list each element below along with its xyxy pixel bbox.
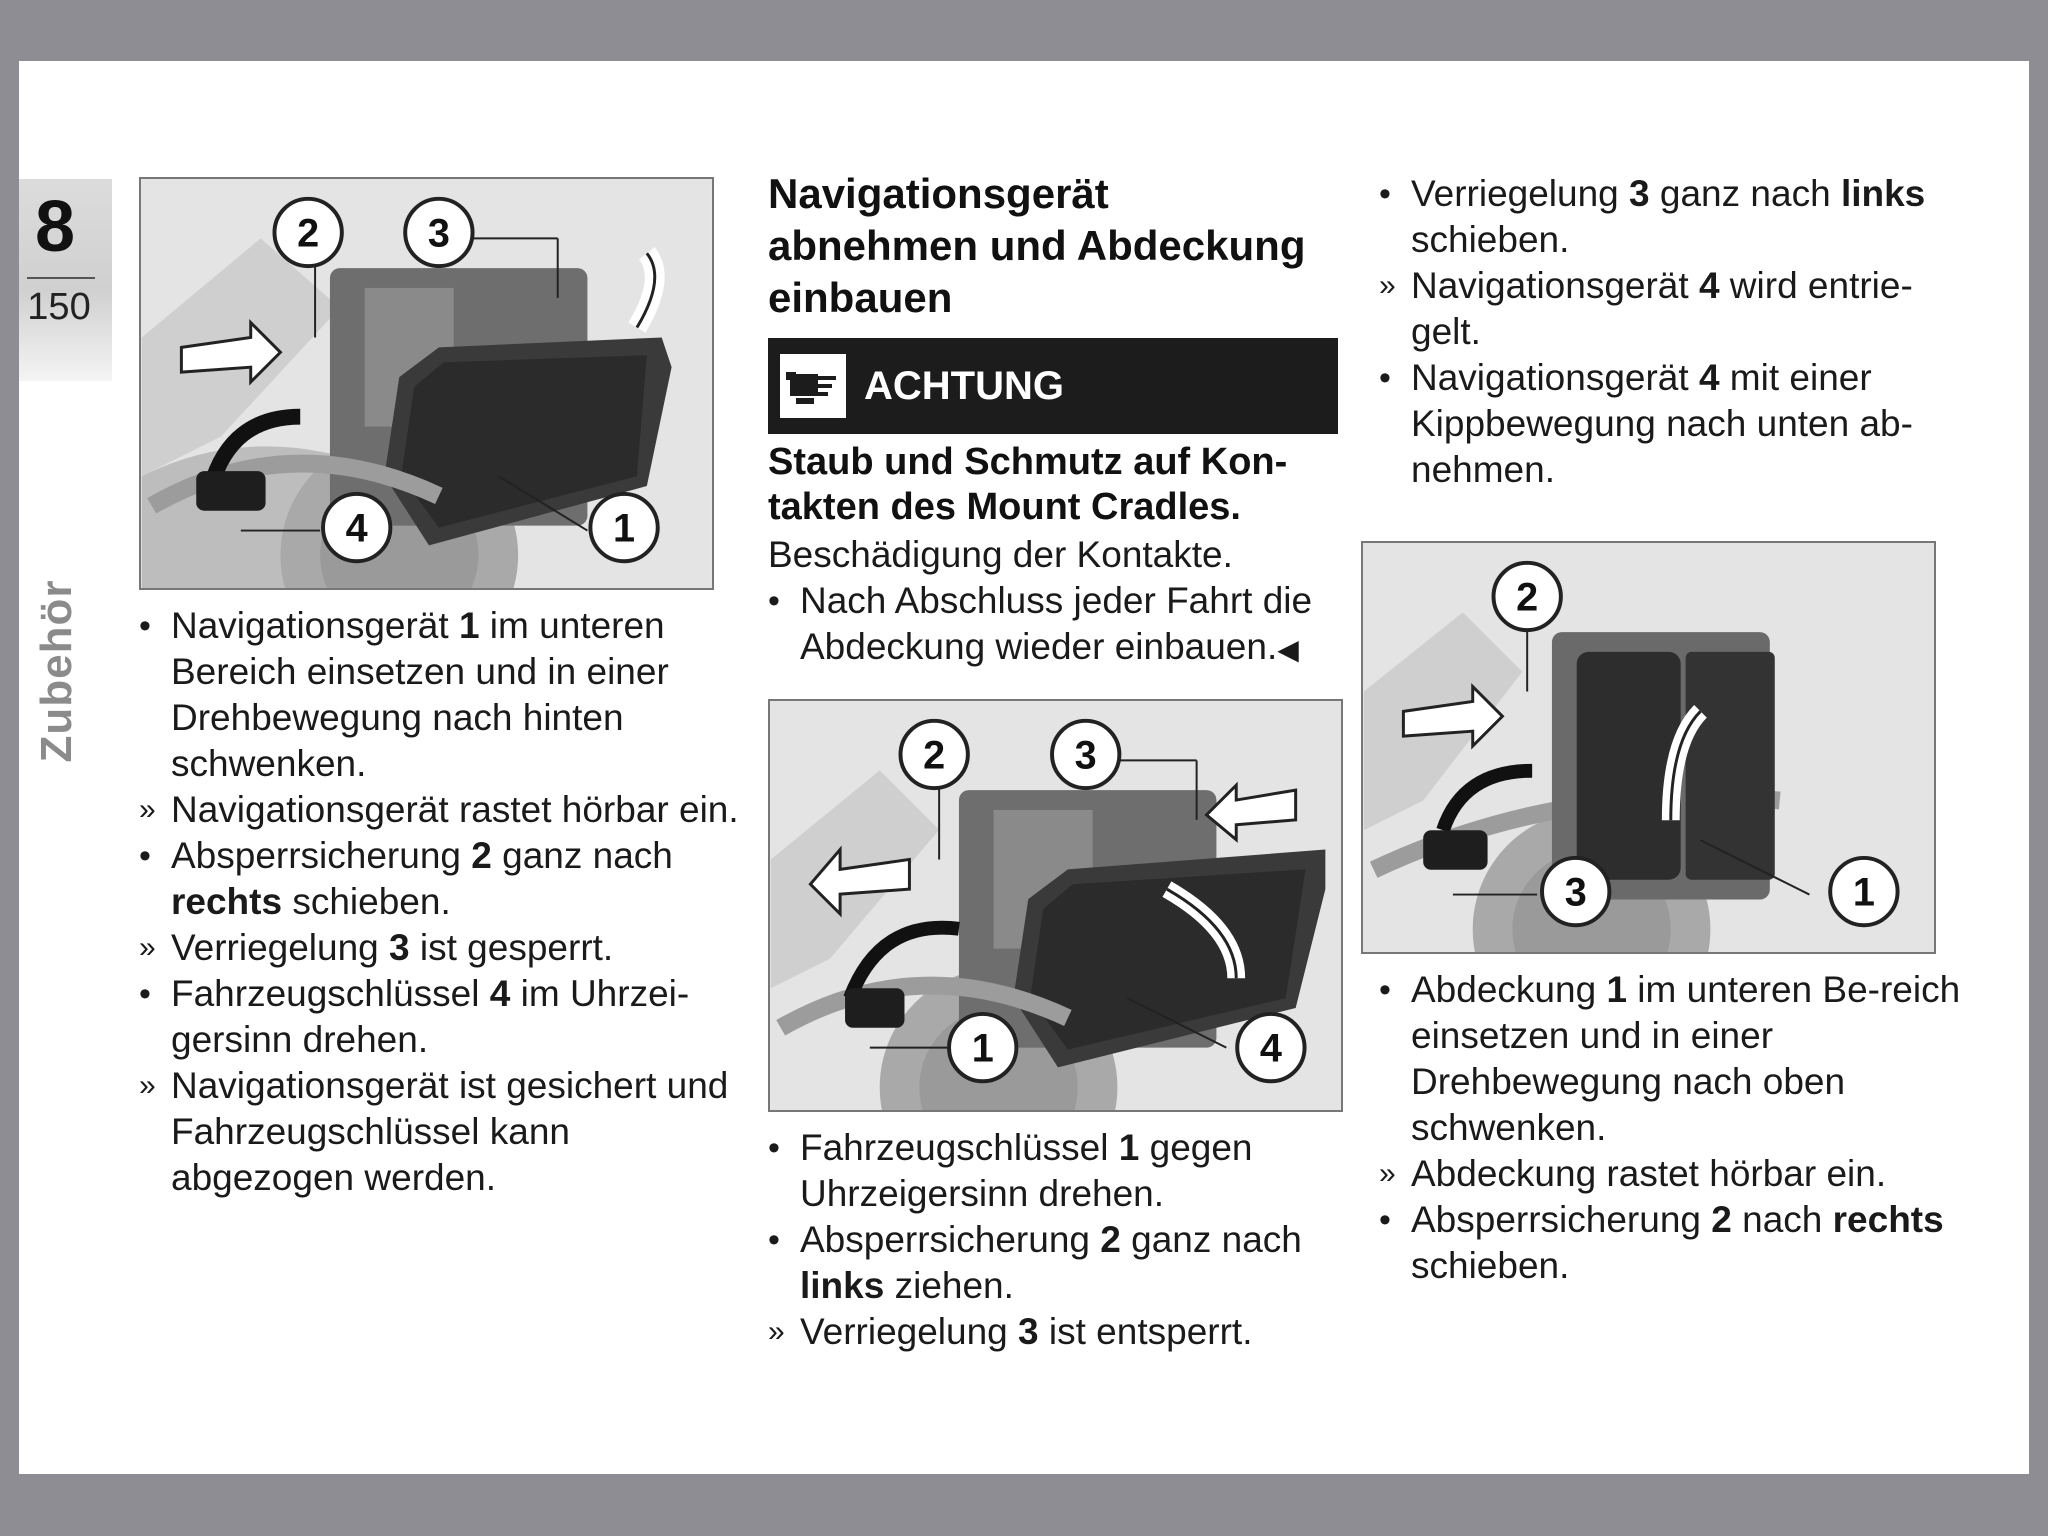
figure-mount-install-illustration: [141, 179, 712, 588]
step-item: • Fahrzeugschlüssel 4 im Uhrzei-gersinn drehen.: [139, 973, 690, 1060]
warning-actions: [768, 578, 1348, 673]
figure-mount-unlock-illustration: [770, 701, 1341, 1110]
step-item: • Navigationsgerät 1 im unteren Bereich einsetzen und in einer Drehbewegung nach hinten schwenken.: [139, 605, 669, 784]
manual-page: [19, 61, 2029, 1474]
fig1-callout-2: 2: [297, 211, 320, 256]
figure-mount-unlock: [768, 699, 1343, 1112]
result-item: » Navigationsgerät 4 wird entrie-gelt.: [1379, 265, 1913, 352]
bullet-marker: •: [139, 975, 151, 1013]
step-item: • Fahrzeugschlüssel 1 gegen Uhrzeigersinn drehen.: [768, 1127, 1253, 1214]
result-marker: »: [1379, 1157, 1396, 1190]
result-marker: »: [768, 1315, 785, 1348]
fig3-callout-3: 3: [1564, 870, 1587, 915]
warning-banner: [768, 338, 1338, 434]
bullet-marker: •: [139, 607, 151, 645]
result-marker: »: [139, 931, 156, 964]
column2-steps: [768, 1125, 1348, 1355]
warning-consequence: Beschädigung der Kontakte.: [768, 534, 1233, 575]
fig1-callout-3: 3: [427, 211, 450, 256]
bullet-marker: •: [1379, 175, 1391, 213]
step-item: • Absperrsicherung 2 ganz nach rechts schieben.: [139, 835, 673, 922]
end-mark: ◀: [1277, 634, 1299, 665]
chapter-number: 8: [34, 187, 76, 267]
warning-body: [768, 532, 1348, 673]
chapter-tab: [19, 179, 112, 381]
fig1-callout-1: 1: [613, 506, 636, 551]
bullet-marker: •: [768, 1221, 780, 1259]
section-heading: Navigationsgerät abnehmen und Abdeckung einbauen: [768, 170, 1306, 321]
warning-title: Staub und Schmutz auf Kon-takten des Mount Cradles.: [768, 441, 1288, 528]
bullet-marker: •: [1379, 1201, 1391, 1239]
step-item: • Abdeckung 1 im unteren Be-reich einsetzen und in einer Drehbewegung nach oben schwenken.: [1379, 969, 1961, 1148]
step-item: • Navigationsgerät 4 mit einer Kippbewegung nach unten ab-nehmen.: [1379, 357, 1913, 490]
warning-action-item: • Nach Abschluss jeder Fahrt die Abdeckung wieder einbauen.◀: [768, 580, 1313, 667]
figure-mount-install: [139, 177, 714, 590]
bullet-marker: •: [139, 837, 151, 875]
caution-hand-icon: [780, 354, 846, 418]
column3-step-list-top: [1379, 171, 1979, 493]
fig2-callout-2: 2: [923, 733, 946, 778]
fig3-callout-2: 2: [1516, 575, 1539, 620]
fig2-callout-4: 4: [1259, 1026, 1282, 1071]
bullet-marker: •: [1379, 971, 1391, 1009]
result-marker: »: [139, 793, 156, 826]
result-marker: »: [1379, 269, 1396, 302]
bullet-marker: •: [768, 1129, 780, 1167]
fig1-callout-4: 4: [345, 506, 368, 551]
fig2-callout-3: 3: [1074, 733, 1097, 778]
result-item: » Navigationsgerät ist gesichert und Fahrzeugschlüssel kann abgezogen werden.: [139, 1065, 729, 1198]
page-number: 150: [27, 286, 91, 328]
section-label: Zubehör: [32, 579, 81, 763]
result-item: » Verriegelung 3 ist gesperrt.: [139, 925, 739, 971]
fig3-callout-1: 1: [1852, 870, 1875, 915]
column1-step-list: [139, 603, 739, 1201]
column1-steps: [139, 603, 739, 1201]
bullet-marker: •: [768, 582, 780, 620]
step-item: • Absperrsicherung 2 ganz nach links ziehen.: [768, 1219, 1302, 1306]
chapter-divider: [27, 277, 95, 279]
result-item: » Verriegelung 3 ist entsperrt.: [768, 1309, 1348, 1355]
step-item: • Verriegelung 3 ganz nach links schieben.: [1379, 173, 1926, 260]
column3-steps-bottom: [1379, 967, 1979, 1289]
bullet-marker: •: [1379, 359, 1391, 397]
result-item: » Navigationsgerät rastet hörbar ein.: [139, 787, 739, 833]
column3-steps-top: [1379, 171, 1979, 493]
result-marker: »: [139, 1069, 156, 1102]
step-item: • Absperrsicherung 2 nach rechts schieben.: [1379, 1199, 1944, 1286]
figure-cover-install: [1361, 541, 1936, 954]
column3-step-list-bottom: [1379, 967, 1979, 1289]
figure-cover-install-illustration: [1363, 543, 1934, 952]
column2-step-list: [768, 1125, 1348, 1355]
warning-label: ACHTUNG: [864, 364, 1064, 408]
result-item: » Abdeckung rastet hörbar ein.: [1379, 1151, 1979, 1197]
fig2-callout-1: 1: [971, 1026, 994, 1071]
